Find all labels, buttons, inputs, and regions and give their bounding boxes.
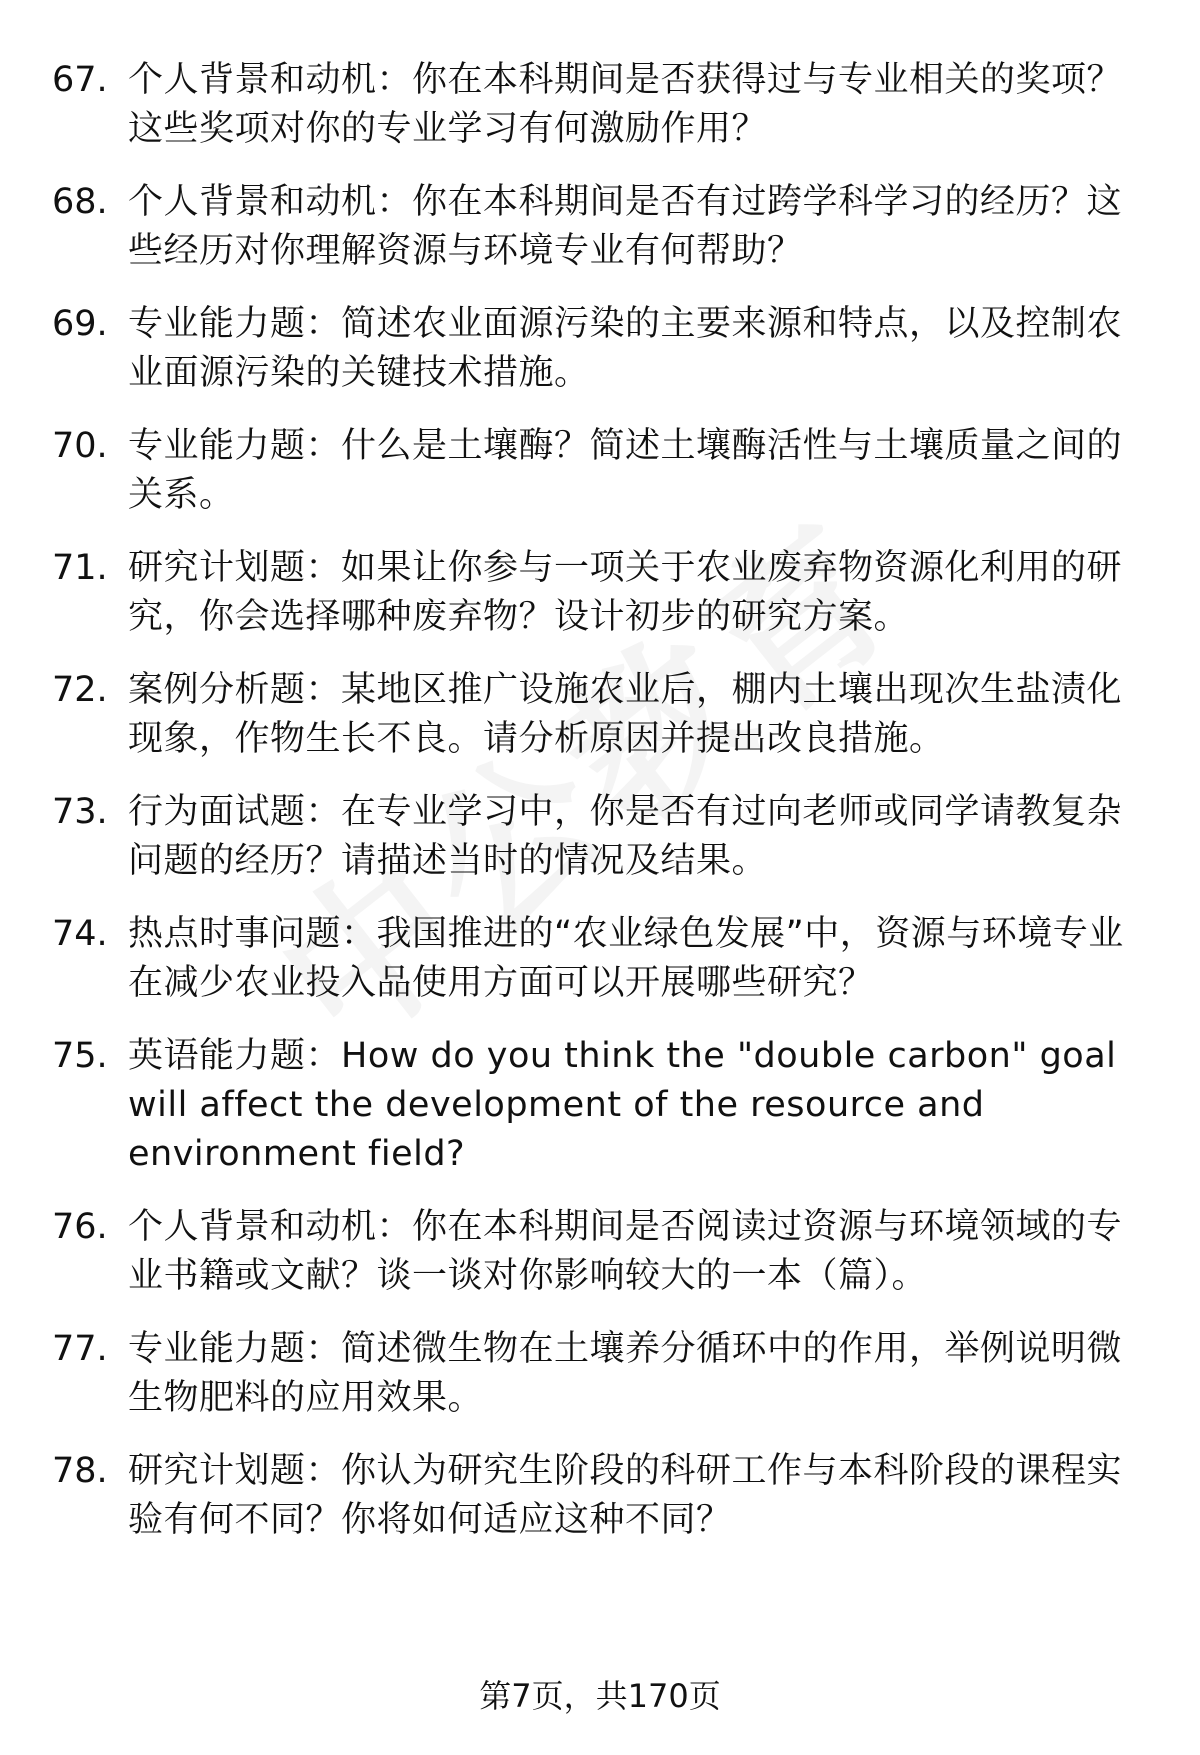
question-text: 研究计划题：你认为研究生阶段的科研工作与本科阶段的课程实验有何不同？你将如何适应这种不同？ — [128, 1451, 1123, 1540]
question-text: 个人背景和动机：你在本科期间是否获得过与专业相关的奖项？这些奖项对你的专业学习有何激励作用？ — [128, 60, 1123, 149]
question-item — [52, 666, 1147, 764]
question-text: 案例分析题：某地区推广设施农业后，棚内土壤出现次生盐渍化现象，作物生长不良。请分析原因并提出改良措施。 — [128, 670, 1123, 759]
question-text: 研究计划题：如果让你参与一项关于农业废弃物资源化利用的研究，你会选择哪种废弃物？设计初步的研究方案。 — [128, 548, 1123, 637]
question-item — [52, 544, 1147, 642]
question-number: 73. — [52, 792, 108, 832]
question-text: 行为面试题：在专业学习中，你是否有过向老师或同学请教复杂问题的经历？请描述当时的情况及结果。 — [128, 792, 1123, 881]
question-item — [52, 300, 1147, 398]
question-list — [52, 56, 1147, 1569]
question-number: 69. — [52, 304, 108, 344]
question-text: 英语能力题：How do you think the "double carbon" goal will affect the development of the resource and environment field? — [128, 1036, 1117, 1174]
question-text: 热点时事问题：我国推进的“农业绿色发展”中，资源与环境专业在减少农业投入品使用方面可以开展哪些研究？ — [128, 914, 1124, 1003]
question-text: 个人背景和动机：你在本科期间是否有过跨学科学习的经历？这些经历对你理解资源与环境专业有何帮助？ — [128, 182, 1123, 271]
question-number: 70. — [52, 426, 108, 466]
question-number: 77. — [52, 1329, 108, 1369]
page-footer: 第7页，共170页 — [479, 1677, 721, 1715]
question-number: 67. — [52, 60, 108, 100]
question-text: 个人背景和动机：你在本科期间是否阅读过资源与环境领域的专业书籍或文献？谈一谈对你影响较大的一本（篇）。 — [128, 1207, 1123, 1296]
question-item — [52, 178, 1147, 276]
question-number: 76. — [52, 1207, 108, 1247]
question-item — [52, 1325, 1147, 1423]
question-number: 75. — [52, 1036, 108, 1076]
question-item — [52, 1203, 1147, 1301]
question-item — [52, 788, 1147, 886]
question-number: 71. — [52, 548, 108, 588]
question-number: 78. — [52, 1451, 108, 1491]
question-item — [52, 1032, 1147, 1179]
question-item — [52, 910, 1147, 1008]
question-item — [52, 56, 1147, 154]
question-text: 专业能力题：什么是土壤酶？简述土壤酶活性与土壤质量之间的关系。 — [128, 426, 1123, 515]
question-item — [52, 422, 1147, 520]
question-text: 专业能力题：简述微生物在土壤养分循环中的作用，举例说明微生物肥料的应用效果。 — [128, 1329, 1123, 1418]
question-number: 68. — [52, 182, 108, 222]
question-text: 专业能力题：简述农业面源污染的主要来源和特点，以及控制农业面源污染的关键技术措施。 — [128, 304, 1123, 393]
question-item — [52, 1447, 1147, 1545]
question-number: 72. — [52, 670, 108, 710]
question-number: 74. — [52, 914, 108, 954]
